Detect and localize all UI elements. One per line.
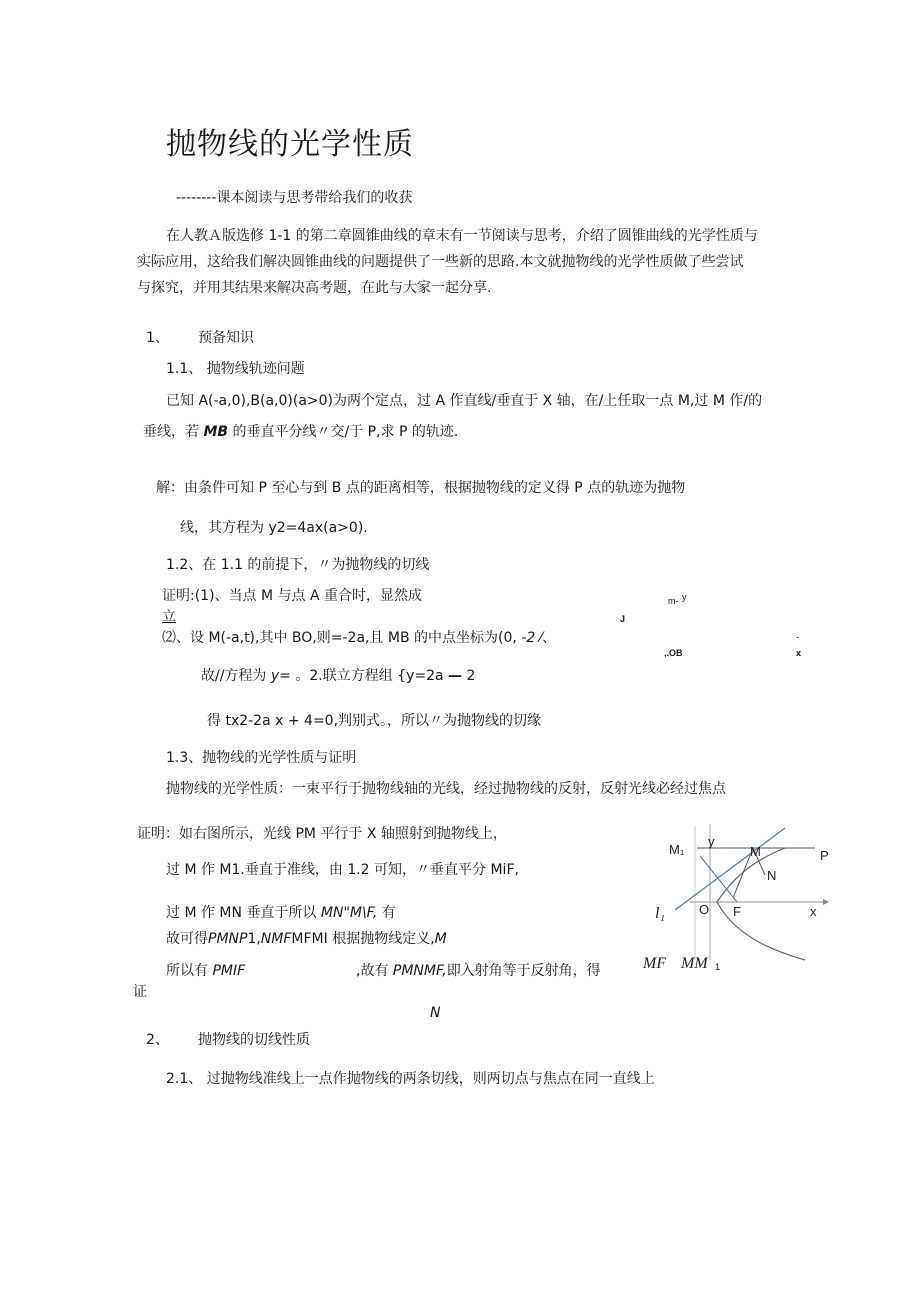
optical-property: 抛物线的光学性质：一束平行于抛物线轴的光线，经过抛物线的反射，反射光线必经过焦点: [166, 781, 726, 797]
proof-2-tail: ⁄、: [539, 630, 557, 646]
side-note-y: y: [682, 592, 687, 602]
problem-line-1: 已知 A(-a,0),B(a,0)(a>0)为两个定点，过 A 作直线/垂直于 X 轴，在/上任取一点 M,过 M 作/的: [166, 393, 763, 409]
solution-line-2: 线，其方程为 y2=4ax(a>0).: [180, 520, 368, 536]
proof-1-continued: 立: [162, 609, 176, 625]
proof-13-line-5-c: ,故有: [356, 963, 389, 979]
label-f: F: [733, 904, 741, 919]
tangent-eq-bar: —: [448, 668, 463, 684]
label-o: O: [699, 902, 710, 917]
proof-13-line-3-math: MN"M\F,: [320, 905, 378, 921]
label-mf: MF: [643, 955, 667, 972]
side-note-j: J: [620, 614, 626, 624]
label-mm1: MM: [681, 955, 708, 972]
solution-line-1: 解：由条件可知 P 至心与到 B 点的距离相等，根据抛物线的定义得 P 点的轨迹为抛物: [156, 480, 686, 496]
side-note-m: m-: [668, 596, 679, 606]
math-mb: MB: [203, 424, 229, 440]
tangent-eq-pre: 故//方程为: [201, 668, 267, 684]
proof-13-line-4-c: 1,: [247, 931, 261, 947]
proof-13-line-2: 过 M 作 M1.垂直于准线，由 1.2 可知，〃垂直平分 MiF,: [166, 862, 519, 878]
label-x: x: [810, 904, 817, 919]
page-title: 抛物线的光学性质: [166, 127, 414, 162]
subtitle: --------课本阅读与思考带给我们的收获: [176, 190, 413, 206]
label-m: M: [750, 844, 761, 859]
proof-13-line-4-f: M: [434, 931, 447, 947]
intro-line-1: 在人教Ａ版选修 1-1 的第二章圆锥曲线的章末有一节阅读与思考，介绍了圆锥曲线的光学性质与: [166, 228, 758, 244]
parabola-figure: [643, 820, 865, 972]
tangent-eq-tail: 2: [466, 668, 476, 684]
proof-13-line-5b: [356, 961, 601, 981]
problem-line-2-post: 的垂直平分线〃交/于 P,求 P 的轨迹.: [232, 424, 459, 440]
proof-13-line-5-a: 所以有: [166, 963, 208, 979]
label-y: y: [708, 834, 715, 849]
proof-13-line-3-pre: 过 M 作 MN 垂直于所以: [166, 905, 317, 921]
side-note-x: x: [796, 648, 802, 658]
intro-line-2: 实际应用，这给我们解决圆锥曲线的问题提供了一些新的思路.本文就抛物线的光学性质做了些尝试: [137, 254, 744, 270]
proof-1: 证明:(1)、当点 M 与点 A 重合时，显然成: [162, 588, 423, 604]
proof-13-line-5a: [166, 961, 245, 981]
proof-13-line-6: 证: [133, 984, 147, 1000]
proof-2-text: ⑵、设 M(-a,t),其中 BO,则=-2a,且 MB 的中点坐标为(0,: [162, 630, 517, 646]
proof-13-line-4-d: NMF: [260, 931, 292, 947]
proof-13-line-5-b: PMIF: [212, 963, 246, 979]
proof-2-value: -2: [521, 630, 536, 646]
proof-13-line-1: 证明：如右图所示，光线 PM 平行于 X 轴照射到抛物线上，: [137, 826, 507, 842]
proof-13-line-4: [166, 929, 447, 949]
section-1-3-heading: 1.3、抛物线的光学性质与证明: [166, 750, 357, 766]
segment-m1-f: [700, 856, 737, 902]
side-note-dash: -: [796, 632, 799, 642]
tangent-equation: [201, 666, 475, 686]
section-2-1-heading: 2.1、 过抛物线准线上一点作抛物线的两条切线，则两切点与焦点在同一直线上: [166, 1071, 655, 1087]
label-p: P: [820, 848, 829, 863]
side-note-ob: ,.OB: [664, 648, 683, 658]
proof-13-line-3: [166, 903, 396, 923]
proof-13-stray-n: N: [430, 1005, 441, 1021]
proof-13-line-5-d: PMNMF,: [392, 963, 447, 979]
label-n: N: [767, 868, 777, 883]
proof-2: [162, 628, 556, 648]
section-1-2-heading: 1.2、在 1.1 的前提下，〃为抛物线的切线: [166, 557, 430, 573]
section-1-1-heading: 1.1、 抛物线轨迹问题: [166, 361, 305, 377]
intro-line-3: 与探究，并用其结果来解决高考题，在此与大家一起分享.: [137, 280, 492, 296]
section-1-number: 1、: [146, 330, 169, 346]
section-2-number: 2、: [146, 1032, 169, 1048]
tangent-eq-y: y=: [270, 668, 291, 684]
proof-13-line-3-post: 有: [381, 905, 396, 921]
problem-line-2-pre: 垂线，若: [143, 424, 199, 440]
proof-13-line-4-e: MFMI 根据抛物线定义,: [291, 931, 435, 947]
problem-line-2: [143, 422, 458, 442]
label-mm1-sub: 1: [715, 962, 721, 972]
section-1-title: 预备知识: [198, 330, 254, 346]
proof-13-line-4-a: 故可得: [166, 931, 208, 947]
section-2-title: 抛物线的切线性质: [198, 1032, 310, 1048]
label-l1: l₁: [655, 905, 666, 922]
proof-13-line-4-b: PMNP: [208, 931, 248, 947]
label-m1: M₁: [669, 842, 685, 857]
discriminant-line: 得 tx2-2a x + 4=0,判别式。，所以〃为抛物线的切缘: [207, 713, 542, 729]
proof-13-line-5-e: 即入射角等于反射角，得: [446, 963, 601, 979]
tangent-eq-system: 。2.联立方程组 {y=2a: [295, 668, 444, 684]
x-axis-arrow: [823, 899, 829, 905]
